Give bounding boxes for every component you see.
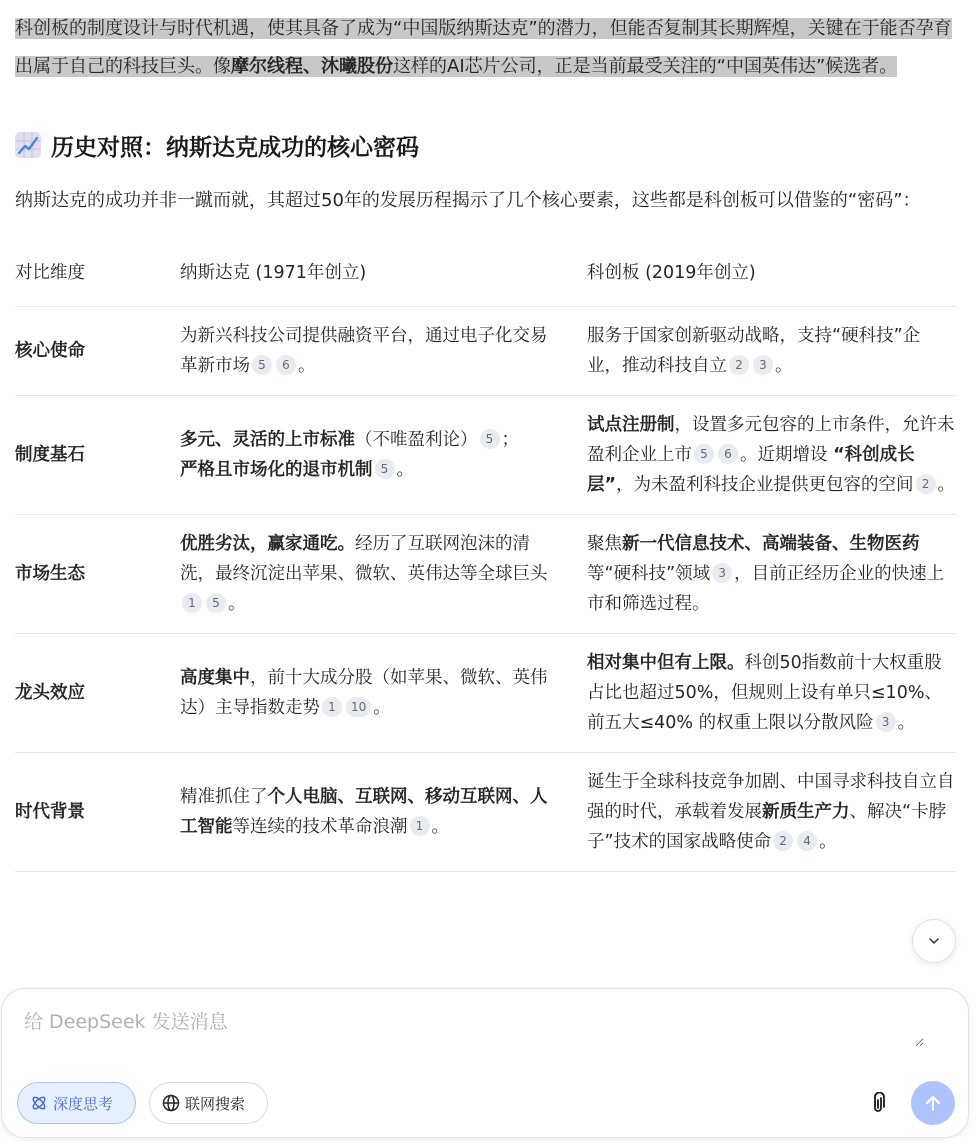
chat-message (15, 0, 955, 872)
table-row (15, 515, 955, 634)
paperclip-icon (870, 1092, 886, 1114)
citation-badge[interactable]: 3 (712, 563, 732, 583)
chart-increasing-icon (15, 132, 41, 158)
section-intro: 纳斯达克的成功并非一蹴而就，其超过50年的发展历程揭示了几个核心要素，这些都是科创板可以借鉴的“密码”： (15, 190, 921, 211)
row-dimension: 核心使命 (15, 307, 180, 396)
top-paragraph (15, 10, 955, 86)
send-button[interactable] (911, 1081, 955, 1125)
table-header-row (15, 238, 955, 307)
citation-badge[interactable]: 5 (375, 459, 395, 479)
citation-badge[interactable]: 2 (773, 831, 793, 851)
cell-star-market: 聚焦新一代信息技术、高端装备、生物医药等“硬科技”领域 3 ，目前正经历企业的快速上市和筛选过程。 (587, 515, 955, 634)
section-title: 历史对照：纳斯达克成功的核心密码 (51, 134, 419, 161)
row-dimension: 制度基石 (15, 396, 180, 515)
cell-star-market: 相对集中但有上限。科创50指数前十大权重股占比也超过50%，但规则上设有单只≤10%、前五大≤40% 的权重上限以分散风险 3 。 (587, 634, 955, 753)
citation-badge[interactable]: 5 (252, 355, 272, 375)
web-search-label: 联网搜索 (185, 1094, 246, 1113)
message-input[interactable] (24, 1007, 924, 1047)
cell-nasdaq: 优胜劣汰，赢家通吃。经历了互联网泡沫的清洗，最终沉淀出苹果、微软、英伟达等全球巨头1 5 。 (180, 515, 587, 634)
cell-nasdaq: 精准抓住了个人电脑、互联网、移动互联网、人工智能等连续的技术革命浪潮 1 。 (180, 753, 587, 872)
citation-badge[interactable]: 6 (276, 355, 296, 375)
bold-companies: 摩尔线程、沐曦股份 (231, 56, 393, 77)
citation-badge[interactable]: 2 (729, 355, 749, 375)
citation-badge[interactable]: 10 (346, 697, 371, 717)
citation-badge[interactable]: 5 (480, 429, 500, 449)
message-composer (1, 988, 969, 1138)
selected-text: 科创板的制度设计与时代机遇，使其具备了成为“中国版纳斯达克”的潜力，但能否复制其长期辉煌，关键在于能否孕育出属于自己的科技巨头。像摩尔线程、沐曦股份这样的AI芯片公司，正是当前最受关注的“中国英伟达”候选者。 (15, 18, 952, 77)
web-search-toggle[interactable] (149, 1082, 268, 1124)
deep-think-toggle[interactable] (17, 1082, 136, 1124)
cell-nasdaq: 多元、灵活的上市标准（不唯盈利论） 5 ； 严格且市场化的退市机制 5 。 (180, 396, 587, 515)
cell-nasdaq: 为新兴科技公司提供融资平台，通过电子化交易革新市场 5 6 。 (180, 307, 587, 396)
atom-icon (30, 1094, 48, 1112)
table-row (15, 396, 955, 515)
comparison-table (15, 238, 955, 872)
scroll-to-bottom-button[interactable] (912, 919, 956, 963)
citation-badge[interactable]: 6 (718, 444, 738, 464)
header-nasdaq: 纳斯达克 (1971年创立) (180, 238, 587, 307)
citation-badge[interactable]: 1 (322, 697, 342, 717)
table-row (15, 634, 955, 753)
citation-badge[interactable]: 2 (916, 474, 936, 494)
cell-star-market: 诞生于全球科技竞争加剧、中国寻求科技自立自强的时代，承载着发展新质生产力、解决“卡脖子”技术的国家战略使命 2 4 。 (587, 753, 955, 872)
cell-star-market: 试点注册制，设置多元包容的上市条件，允许未盈利企业上市 5 6 。近期增设 “科创成长层”，为未盈利科技企业提供更包容的空间 2 。 (587, 396, 955, 515)
table-row (15, 753, 955, 872)
globe-icon (162, 1094, 180, 1112)
cell-nasdaq: 高度集中，前十大成分股（如苹果、微软、英伟达）主导指数走势 1 10 。 (180, 634, 587, 753)
citation-badge[interactable]: 1 (182, 593, 202, 613)
arrow-up-icon (923, 1093, 943, 1113)
row-dimension: 龙头效应 (15, 634, 180, 753)
citation-badge[interactable]: 3 (876, 712, 896, 732)
row-dimension: 时代背景 (15, 753, 180, 872)
chevron-down-icon (927, 934, 941, 948)
citation-badge[interactable]: 3 (753, 355, 773, 375)
header-star-market: 科创板 (2019年创立) (587, 238, 955, 307)
cell-star-market: 服务于国家创新驱动战略，支持“硬科技”企业，推动科技自立 2 3 。 (587, 307, 955, 396)
citation-badge[interactable]: 5 (206, 593, 226, 613)
table-row (15, 307, 955, 396)
deep-think-label: 深度思考 (53, 1094, 114, 1113)
section-heading (15, 126, 955, 164)
header-dimension: 对比维度 (15, 238, 180, 307)
row-dimension: 市场生态 (15, 515, 180, 634)
attach-file-button[interactable] (866, 1091, 890, 1115)
citation-badge[interactable]: 4 (797, 831, 817, 851)
citation-badge[interactable]: 5 (694, 444, 714, 464)
citation-badge[interactable]: 1 (410, 816, 430, 836)
